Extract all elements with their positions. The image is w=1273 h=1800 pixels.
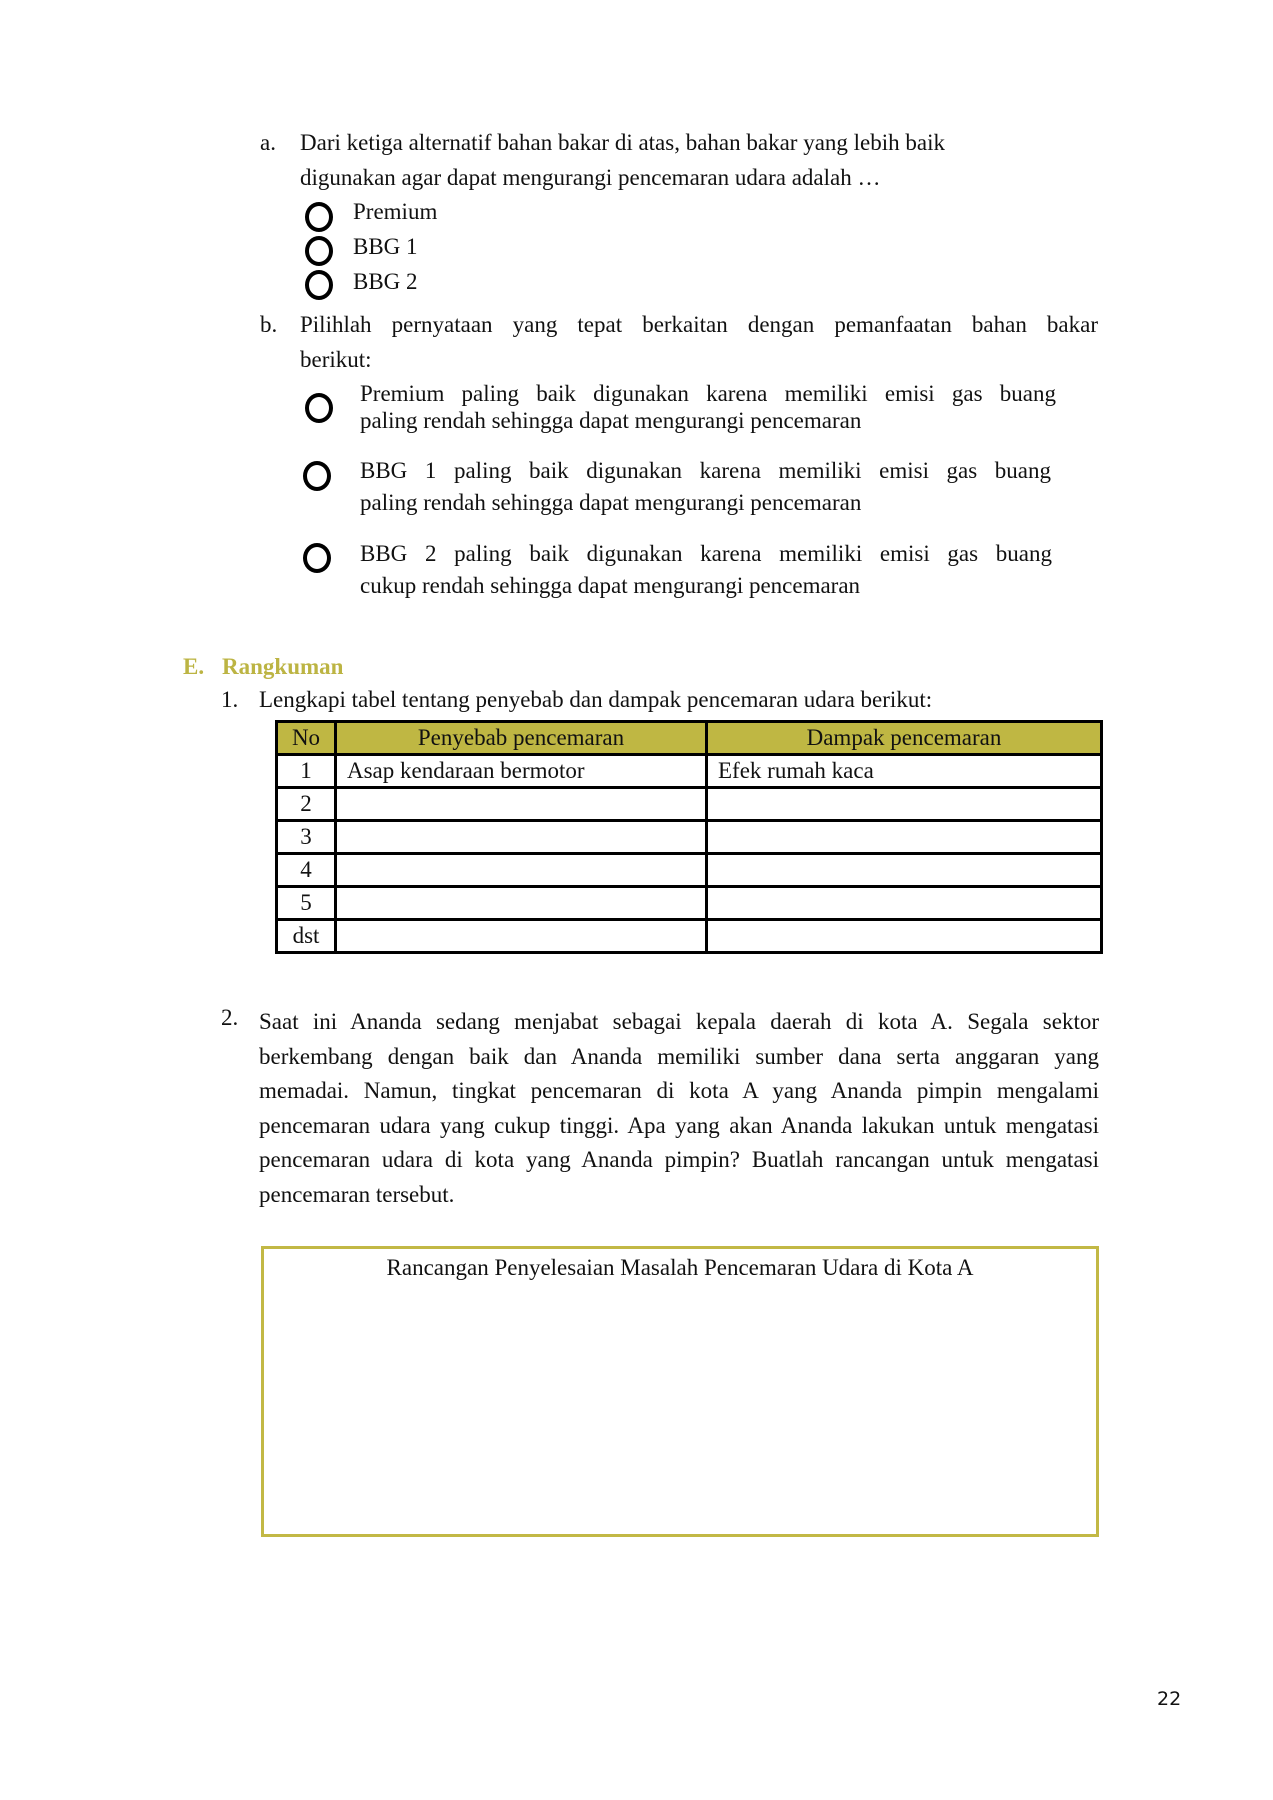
- question-a-label: a.: [260, 130, 276, 155]
- section-label: E.: [183, 654, 205, 679]
- radio-bbg2[interactable]: [305, 270, 333, 300]
- statement-line: BBG 1 paling baik digunakan karena memiliki emisi gas buang: [360, 458, 1051, 483]
- table-row: [277, 788, 1102, 821]
- cell-cause[interactable]: [336, 821, 707, 854]
- answer-box[interactable]: [261, 1246, 1099, 1537]
- table-row: [277, 755, 1102, 788]
- cell-no: 5: [277, 887, 336, 920]
- cell-impact[interactable]: [707, 854, 1102, 887]
- cell-no: 3: [277, 821, 336, 854]
- question-b-line-1: Pilihlah pernyataan yang tepat berkaitan dengan pemanfaatan bahan bakar: [300, 312, 1098, 337]
- header-impact: Dampak pencemaran: [707, 722, 1102, 755]
- radio-premium[interactable]: [305, 202, 333, 232]
- option-label: BBG 2: [353, 269, 418, 294]
- question-b-line-2: berikut:: [300, 347, 372, 372]
- cell-impact[interactable]: Efek rumah kaca: [707, 755, 1102, 788]
- cell-no: 2: [277, 788, 336, 821]
- cell-no: dst: [277, 920, 336, 953]
- cell-cause[interactable]: [336, 920, 707, 953]
- item1-number: 1.: [221, 687, 239, 712]
- item2-number: 2.: [221, 1005, 239, 1030]
- table-row: [277, 854, 1102, 887]
- item1-text: Lengkapi tabel tentang penyebab dan dampak pencemaran udara berikut:: [259, 687, 933, 712]
- cell-impact[interactable]: [707, 788, 1102, 821]
- section-title: Rangkuman: [222, 654, 344, 679]
- cell-no: 1: [277, 755, 336, 788]
- question-a-line-1: Dari ketiga alternatif bahan bakar di atas, bahan bakar yang lebih baik: [300, 130, 945, 155]
- cell-impact[interactable]: [707, 920, 1102, 953]
- cell-cause[interactable]: [336, 854, 707, 887]
- item2-text: Saat ini Ananda sedang menjabat sebagai kepala daerah di kota A. Segala sektor berkembang dengan baik dan Ananda memiliki sumber dana serta anggaran yang memadai. Namun, tingkat pencemaran di kota A yang Ananda pimpin mengalami pencemaran udara yang cukup tinggi. Apa yang akan Ananda lakukan untuk mengatasi pencemaran udara di kota yang Ananda pimpin? Buatlah rancangan untuk mengatasi pencemaran tersebut.: [259, 1009, 1099, 1207]
- option-label: BBG 1: [353, 234, 418, 259]
- question-b-label: b.: [260, 312, 278, 337]
- radio-statement-bbg1[interactable]: [303, 461, 331, 491]
- radio-statement-premium[interactable]: [305, 393, 333, 423]
- answer-box-title: Rancangan Penyelesaian Masalah Pencemaran Udara di Kota A: [386, 1255, 974, 1280]
- cell-no: 4: [277, 854, 336, 887]
- page-number: 22: [1157, 1688, 1182, 1710]
- statement-line: cukup rendah sehingga dapat mengurangi pencemaran: [360, 573, 861, 598]
- cell-cause[interactable]: [336, 887, 707, 920]
- statement-line: BBG 2 paling baik digunakan karena memiliki emisi gas buang: [360, 541, 1052, 566]
- statement-line: Premium paling baik digunakan karena memiliki emisi gas buang: [360, 381, 1056, 406]
- table-row: [277, 821, 1102, 854]
- header-no: No: [277, 722, 336, 755]
- cell-impact[interactable]: [707, 821, 1102, 854]
- statement-line: paling rendah sehingga dapat mengurangi pencemaran: [360, 408, 862, 433]
- table-row: [277, 887, 1102, 920]
- cell-cause[interactable]: Asap kendaraan bermotor: [336, 755, 707, 788]
- cell-cause[interactable]: [336, 788, 707, 821]
- header-cause: Penyebab pencemaran: [336, 722, 707, 755]
- option-label: Premium: [353, 199, 438, 224]
- summary-table: [275, 720, 1103, 954]
- statement-line: paling rendah sehingga dapat mengurangi pencemaran: [360, 490, 862, 515]
- table-header-row: [277, 722, 1102, 755]
- radio-statement-bbg2[interactable]: [303, 543, 331, 573]
- cell-impact[interactable]: [707, 887, 1102, 920]
- question-a-line-2: digunakan agar dapat mengurangi pencemaran udara adalah …: [300, 165, 881, 190]
- table-row: [277, 920, 1102, 953]
- radio-bbg1[interactable]: [305, 236, 333, 266]
